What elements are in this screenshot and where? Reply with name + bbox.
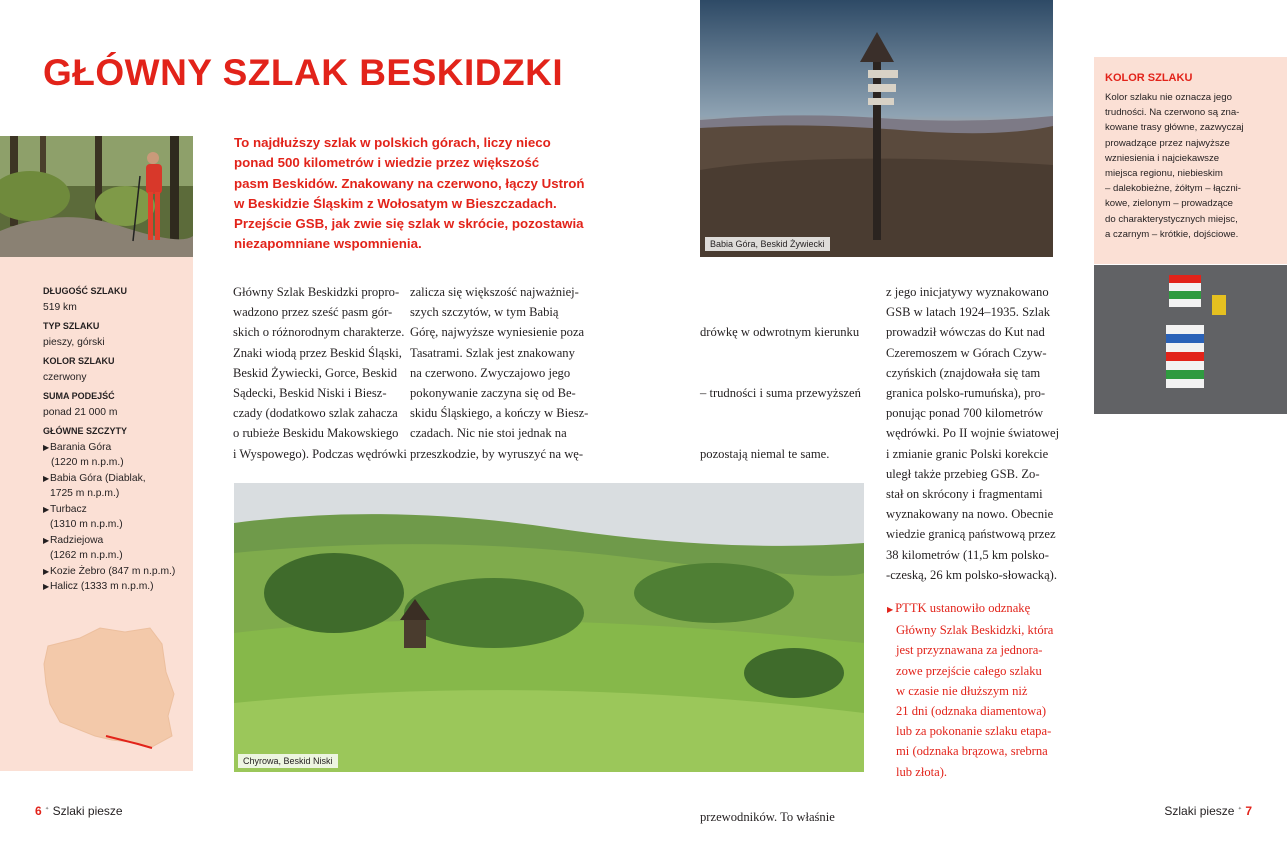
lead-line: ponad 500 kilometrów i wiedzie przez większość	[234, 155, 540, 171]
text-line: wędrówki. Po II wojnie światowej	[886, 426, 1060, 441]
peak-item	[43, 533, 175, 564]
footer-left	[35, 804, 123, 818]
arrow-icon: ▶	[43, 442, 50, 452]
text-line: skidu Śląskiego, a kończy w Biesz-	[410, 406, 589, 421]
peak-name: Babia Góra (Diablak,	[50, 472, 146, 484]
text-line: w czasie nie dłuższym niż	[896, 683, 1028, 698]
sidebar-heading: KOLOR SZLAKU	[1105, 72, 1193, 84]
lead-line: pasm Beskidów. Znakowany na czerwono, łączy Ustroń	[234, 175, 585, 191]
type-label: TYP SZLAKU	[43, 321, 100, 331]
length-value: 519 km	[43, 301, 77, 313]
footer-right	[1164, 804, 1252, 818]
body-column-1	[233, 282, 407, 464]
text-line: PTTK ustanowiło odznakę	[895, 601, 1031, 615]
peak-name: Radziejowa	[50, 534, 104, 546]
chyrowa-photo	[234, 483, 864, 772]
text-line: 38 kilometrów (11,5 km polsko-	[886, 547, 1049, 562]
climb-value: ponad 21 000 m	[43, 406, 118, 418]
peaks-label: GŁÓWNE SZCZYTY	[43, 426, 127, 436]
arrow-icon: ▶	[43, 504, 50, 514]
body-column-4	[886, 282, 1059, 585]
text-line: lub za pokonanie szlaku etapa-	[896, 724, 1052, 739]
text-line: zalicza się większość najważniej-	[410, 285, 579, 299]
text-line: kowe, zielonym – prowadzące	[1105, 198, 1233, 210]
text-line: Główny Szlak Beskidzki, która	[896, 623, 1054, 638]
logo-icon: ✦	[45, 806, 50, 812]
lead-line: Przejście GSB, jak zwie się szlak w skrócie, pozostawia	[234, 216, 584, 232]
peak-item	[43, 502, 175, 533]
logo-icon: ✦	[1237, 806, 1242, 812]
text-line: zowe przejście całego szlaku	[896, 663, 1042, 678]
text-line: o rubieże Beskidu Makowskiego	[233, 426, 399, 441]
lead-paragraph	[234, 133, 585, 255]
climb-label: SUMA PODEJŚĆ	[43, 391, 115, 401]
text-line: GSB w latach 1924–1935. Szlak	[886, 305, 1051, 320]
babia-gora-caption: Babia Góra, Beskid Żywiecki	[705, 237, 830, 251]
color-label: KOLOR SZLAKU	[43, 356, 115, 366]
page-title: GŁÓWNY SZLAK BESKIDZKI	[43, 52, 564, 93]
text-line: Znaki wiodą przez Beskid Śląski,	[233, 345, 402, 360]
text-line: lub złota).	[896, 764, 948, 779]
text-line: i zmianie granic Polski korekcie	[886, 446, 1049, 461]
trail-marks-photo	[1094, 265, 1287, 414]
text-line: Kolor szlaku nie oznacza jego	[1105, 92, 1232, 103]
text-line: skich o różnorodnym charakterze.	[233, 325, 405, 340]
text-line: i Wyspowego). Podczas wędrówki	[233, 446, 407, 461]
text-line: szych szczytów, w tym Babią	[410, 305, 559, 320]
page-number-right: 7	[1245, 804, 1252, 818]
peak-name: Kozie Żebro (847 m n.p.m.)	[50, 565, 176, 577]
text-line: a czarnym – krótkie, dojściowe.	[1105, 228, 1239, 240]
text-line: Główny Szlak Beskidzki propro-	[233, 285, 400, 299]
arrow-icon: ▶	[887, 605, 894, 614]
text-line: stał on skrócony i fragmentami	[886, 487, 1043, 502]
color-value: czerwony	[43, 371, 87, 383]
footer-section-right: Szlaki piesze	[1164, 804, 1235, 818]
text-line: mi (odznaka brązowa, srebrna	[896, 744, 1048, 759]
text-line: 21 dni (odznaka diamentowa)	[896, 704, 1047, 719]
peak-name: Halicz (1333 m n.p.m.)	[50, 581, 154, 592]
text-line: Tasatrami. Szlak jest znakowany	[410, 345, 575, 360]
text-line: pozostają niemal te same.	[700, 446, 830, 461]
peak-height: (1310 m n.p.m.)	[50, 519, 123, 530]
sidebar-text	[1105, 90, 1244, 242]
trail-facts	[43, 284, 175, 595]
babia-gora-photo	[700, 0, 1053, 257]
text-line: -czeską, 26 km polsko-słowacką).	[886, 567, 1058, 582]
arrow-icon: ▶	[43, 535, 50, 545]
text-line: miejsca regionu, niebieskim	[1105, 168, 1223, 180]
peak-item	[43, 579, 175, 595]
text-line: do charakterystycznych miejsc,	[1105, 213, 1238, 225]
text-line: z jego inicjatywy wyznakowano	[886, 285, 1049, 299]
peak-name: Turbacz	[50, 503, 87, 515]
text-line: Czeremoszem w Górach Czyw-	[886, 345, 1047, 360]
text-line: Beskid Żywiecki, Gorce, Beskid	[233, 365, 398, 380]
text-line: drówkę w odwrotnym kierunku	[700, 325, 860, 340]
text-line: ponując ponad 700 kilometrów	[886, 406, 1044, 421]
text-line: wyznakowany na nowo. Obecnie	[886, 507, 1054, 522]
peak-item	[43, 471, 175, 502]
lead-line: To najdłuższy szlak w polskich górach, liczy nieco	[234, 135, 551, 150]
peak-item	[43, 440, 175, 471]
text-line: wzniesienia i najciekawsze	[1105, 152, 1220, 164]
text-line: Górę, najwyższe wyniesienie poza	[410, 325, 585, 340]
text-line: prowadził wówczas do Kut nad	[886, 325, 1045, 340]
footer-section-left: Szlaki piesze	[52, 804, 123, 818]
lead-line: w Beskidzie Śląskim z Wołosatym w Bieszczadach.	[234, 195, 557, 211]
text-line: – dalekobieżne, żółtym – łączni-	[1105, 183, 1241, 195]
poland-map	[40, 624, 180, 754]
peak-height: (1220 m n.p.m.)	[51, 457, 124, 468]
pttk-note	[887, 598, 1054, 782]
text-line: wiedzie granicą państwową przez	[886, 527, 1056, 542]
text-line: przeszkodzie, by wyruszyć na wę-	[410, 446, 584, 461]
chyrowa-caption: Chyrowa, Beskid Niski	[238, 754, 338, 768]
peak-name: Barania Góra	[50, 441, 112, 453]
text-line: jest przyznawana za jednora-	[896, 643, 1043, 658]
text-line: prowadzące przez najwyższe	[1105, 137, 1230, 149]
text-line: na czerwono. Zwyczajowo jego	[410, 365, 571, 380]
type-value: pieszy, górski	[43, 336, 105, 348]
page-number-left: 6	[35, 804, 42, 818]
text-line: kowane trasy główne, zazwyczaj	[1105, 122, 1244, 134]
text-line: czady (dodatkowo szlak zahacza	[233, 406, 398, 421]
arrow-icon: ▶	[43, 566, 50, 576]
hiker-photo	[0, 136, 193, 257]
peak-item	[43, 564, 175, 580]
peak-height: 1725 m n.p.m.)	[50, 488, 120, 499]
body-column-2	[410, 282, 588, 464]
text-line: czyńskich (znajdowała się tam	[886, 365, 1041, 380]
poland-shape	[44, 628, 174, 748]
text-line: pokonywanie zaczyna się od Be-	[410, 386, 576, 401]
text-line: granica polsko-rumuńska), pro-	[886, 386, 1046, 401]
text-line: przewodników. To właśnie	[700, 810, 835, 825]
text-line: trudności. Na czerwono są zna-	[1105, 107, 1240, 119]
text-line: Sądecki, Beskid Niski i Biesz-	[233, 386, 387, 401]
text-line: – trudności i suma przewyższeń	[700, 386, 861, 401]
arrow-icon: ▶	[43, 582, 50, 591]
lead-line: niezapomniane wspomnienia.	[234, 236, 422, 252]
length-label: DŁUGOŚĆ SZLAKU	[43, 286, 127, 296]
peak-height: (1262 m n.p.m.)	[50, 550, 123, 561]
text-line: uległ także przebieg GSB. Zo-	[886, 466, 1040, 481]
text-line: wadzono przez sześć pasm gór-	[233, 305, 393, 320]
text-line: czadach. Nic nie stoi jednak na	[410, 426, 567, 441]
arrow-icon: ▶	[43, 473, 50, 483]
